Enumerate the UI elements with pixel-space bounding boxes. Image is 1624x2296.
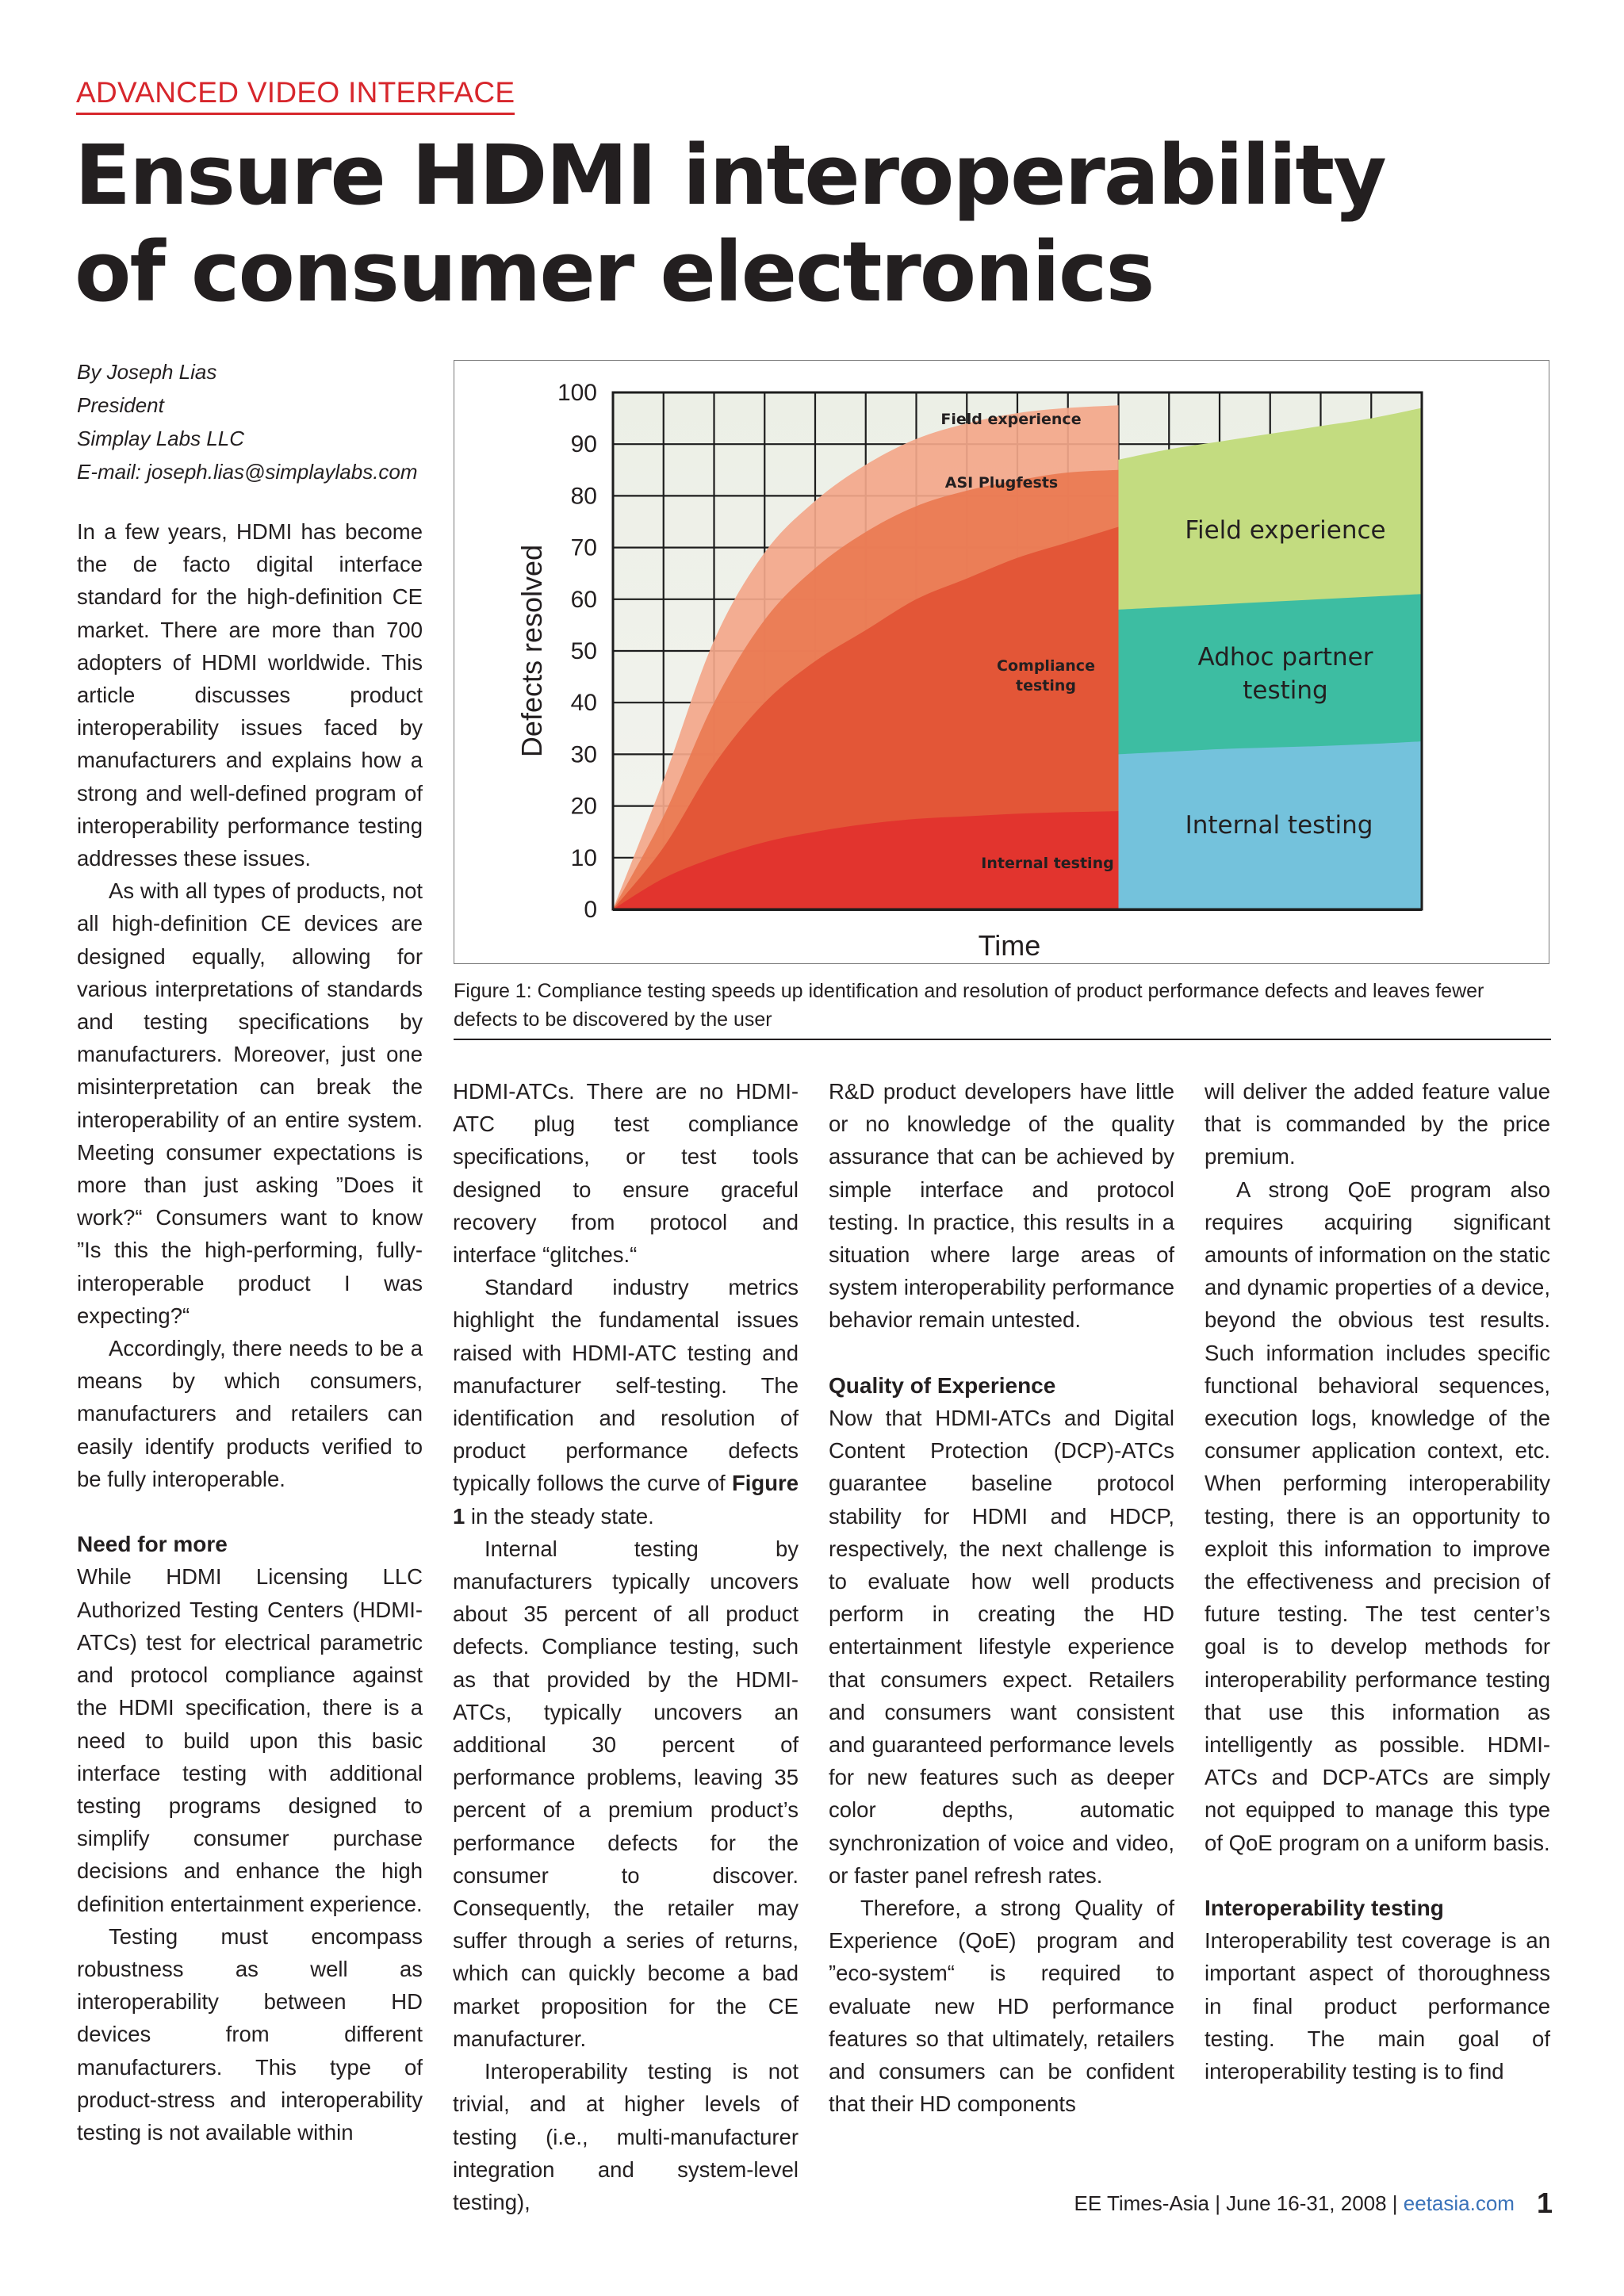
y-tick-label: 100 xyxy=(557,380,597,406)
byline xyxy=(77,355,426,488)
paragraph: Interoperability testing is not trivial, and at higher levels of testing (i.e., multi-manufacturer integration and system-level testing), xyxy=(453,2059,799,2214)
label-internal-testing-big: Internal testing xyxy=(1185,811,1373,840)
paragraph: HDMI-ATCs. There are no HDMI-ATC plug test compliance specifications, or test tools designed to ensure graceful recovery from protocol and interface “glitches.“ xyxy=(453,1079,799,1268)
subhead-interoperability-testing: Interoperability testing xyxy=(1205,1896,1444,1921)
y-tick-label: 20 xyxy=(570,793,597,820)
y-tick-label: 30 xyxy=(570,741,597,768)
y-tick-labels xyxy=(557,380,597,923)
paragraph: R&D product developers have little or no knowledge of the quality assurance that can be achieved by simple interface and protocol testing. In practice, this results in a situation where large areas of system interoperability performance behavior remain untested. xyxy=(829,1079,1174,1333)
paragraph xyxy=(453,1271,799,1533)
page-footer xyxy=(1074,2187,1553,2220)
headline-line-2: of consumer electronics xyxy=(75,224,1154,320)
paragraph: Interoperability test coverage is an important aspect of thoroughness in final product performance testing. The main goal of interoperability testing is to find xyxy=(1205,1928,1550,2084)
byline-company: Simplay Labs LLC xyxy=(77,427,244,450)
figure-1-chart xyxy=(454,360,1549,964)
paragraph: Internal testing by manufacturers typically uncovers about 35 percent of all product defects. Compliance testing, such as that provided by the HDMI-ATCs, typically uncovers an additional 30 percent of performance problems, leaving 35 percent of a premium product’s performance defects for the consumer to discover. Consequently, the retailer may suffer through a series of returns, which can quickly become a bad market proposition for the CE manufacturer. xyxy=(453,1536,799,2051)
y-tick-label: 90 xyxy=(570,431,597,458)
footer-site-link[interactable]: eetasia.com xyxy=(1403,2191,1515,2215)
label-asi-plugfests: ASI Plugfests xyxy=(944,474,1059,492)
headline xyxy=(75,127,1423,320)
byline-email: E-mail: joseph.lias@simplaylabs.com xyxy=(77,460,418,484)
paragraph: will deliver the added feature value that is commanded by the price premium. xyxy=(1205,1079,1550,1169)
paragraph: In a few years, HDMI has become the de facto digital interface standard for the high-definition CE market. There are more than 700 adopters of HDMI worldwide. This article discusses product interoperability issues faced by manufacturers and explains how a strong and well-defined program of interoperability performance testing addresses these issues. xyxy=(77,519,423,871)
y-tick-label: 80 xyxy=(570,483,597,510)
label-internal-testing-small: Internal testing xyxy=(981,855,1114,872)
label-adhoc-line-1: Adhoc partner xyxy=(1197,643,1373,672)
figure-reference: Figure 1 xyxy=(453,1471,799,1529)
label-adhoc-line-2: testing xyxy=(1243,676,1328,705)
paragraph: A strong QoE program also requires acquiring significant amounts of information on the static and dynamic properties of a device, beyond the obvious test results. Such information includes specific functional behavioral sequences, execution logs, knowledge of the consumer application context, etc. When performing interoperability testing, there is an opportunity to exploit this information to improve the effectiveness and precision of future testing. The test center’s goal is to develop methods for interoperability performance testing that use this information as intelligently as possible. HDMI-ATCs and DCP-ATCs are simply not equipped to manage this type of QoE program on a uniform basis. xyxy=(1205,1177,1550,1855)
section-kicker: ADVANCED VIDEO INTERFACE xyxy=(76,76,515,115)
label-compliance-line-1: Compliance xyxy=(997,657,1095,675)
subhead-need-for-more: Need for more xyxy=(77,1532,228,1557)
y-tick-label: 50 xyxy=(570,638,597,664)
headline-line-1: Ensure HDMI interoperability xyxy=(75,127,1385,224)
paragraph: Now that HDMI-ATCs and Digital Content Protection (DCP)-ATCs guarantee baseline protocol stability for HDMI and HDCP, respectively, the next challenge is to evaluate how well products perform in creating the HD entertainment lifestyle experience that consumers expect. Retailers and consumers want consistent and guaranteed performance levels for new features such as deeper color depths, automatic synchronization of voice and video, or faster panel refresh rates. xyxy=(829,1406,1174,1888)
paragraph-text: in the steady state. xyxy=(465,1503,654,1529)
article-column-1 xyxy=(77,515,423,2149)
y-tick-label: 60 xyxy=(570,586,597,613)
byline-author: By Joseph Lias xyxy=(77,360,217,384)
y-tick-label: 10 xyxy=(570,844,597,871)
defects-chart-svg xyxy=(454,361,1549,963)
figure-caption: Figure 1: Compliance testing speeds up identification and resolution of product performance defects and leaves fewer defects to be discovered by the user xyxy=(454,977,1551,1040)
y-tick-label: 0 xyxy=(584,897,597,923)
footer-publication: EE Times-Asia | June 16-31, 2008 | xyxy=(1074,2191,1404,2215)
y-axis-label: Defects resolved xyxy=(515,544,548,758)
page-number: 1 xyxy=(1536,2187,1553,2219)
paragraph: As with all types of products, not all high-definition CE devices are designed equally, allowing for various interpretations of standards and testing specifications by manufacturers. Moreover, just one misinterpretation can break the interoperability of an entire system. Meeting consumer expectations is more than just asking ”Does it work?“ Consumers want to know ”Is this the high-performing, fully-interoperable product I was expecting?“ xyxy=(77,878,423,1328)
paragraph: Therefore, a strong Quality of Experience (QoE) program and ”eco-system“ is required to evaluate new HD performance features so that ultimately, retailers and consumers can be confident that their HD components xyxy=(829,1896,1174,2117)
paragraph: Testing must encompass robustness as well as interoperability between HD devices from different manufacturers. This type of product-stress and interoperability testing is not available within xyxy=(77,1923,423,2145)
subhead-quality-of-experience: Quality of Experience xyxy=(829,1372,1056,1398)
paragraph-text: Standard industry metrics highlight the fundamental issues raised with HDMI-ATC testing and manufacturer self-testing. The identification and resolution of product performance defects typically follows the curve of xyxy=(453,1275,799,1496)
label-field-experience-small: Field experience xyxy=(940,411,1082,428)
byline-role: President xyxy=(77,393,164,417)
article-column-4 xyxy=(1205,1075,1550,2087)
paragraph: While HDMI Licensing LLC Authorized Testing Centers (HDMI-ATCs) test for electrical parametric and protocol compliance against the HDMI specification, there is a need to build upon this basic interface testing with additional testing programs designed to simplify consumer purchase decisions and enhance the high definition entertainment experience. xyxy=(77,1564,423,1916)
y-tick-label: 70 xyxy=(570,534,597,561)
label-compliance-line-2: testing xyxy=(1016,677,1076,695)
y-tick-label: 40 xyxy=(570,690,597,717)
label-field-experience-big: Field experience xyxy=(1185,516,1386,545)
paragraph: Accordingly, there needs to be a means by which consumers, manufacturers and retailers can easily identify products verified to be fully interoperable. xyxy=(77,1336,423,1491)
x-axis-label: Time xyxy=(978,929,1041,962)
article-column-2 xyxy=(453,1075,799,2218)
article-column-3 xyxy=(829,1075,1174,2120)
